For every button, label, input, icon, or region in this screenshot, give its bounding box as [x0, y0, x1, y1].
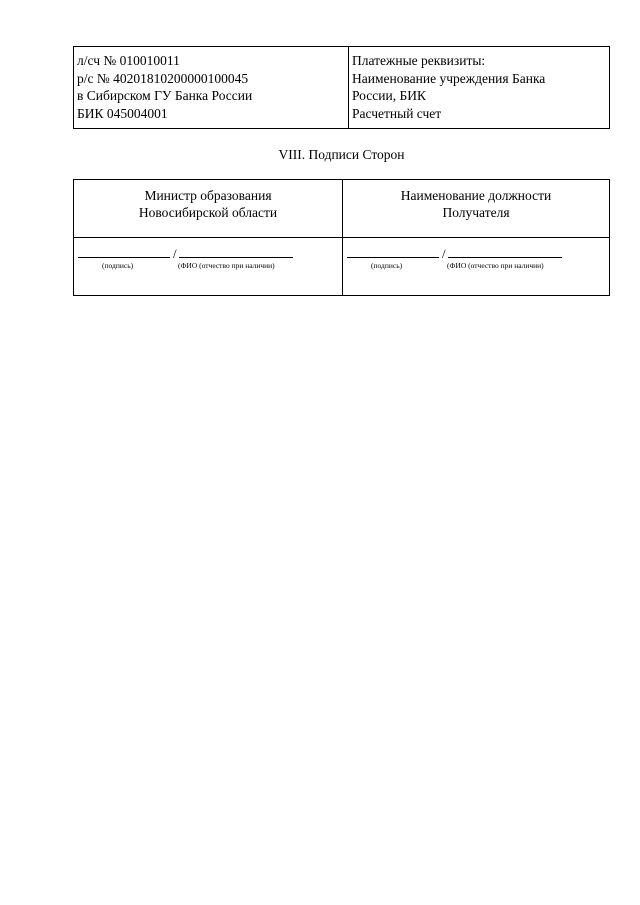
personal-account: л/сч № 010010011 — [77, 53, 180, 68]
ministry-requisites-cell — [74, 47, 349, 129]
party-left-signature-caption: (подпись) — [102, 261, 134, 270]
party-right-signature-blank — [347, 245, 439, 258]
separator-slash: / — [442, 246, 446, 261]
payment-requisites-table — [73, 46, 610, 129]
party-left-title-line-1: Министр образования — [144, 188, 272, 203]
party-right-signature-line — [347, 245, 562, 261]
signatures-table — [73, 179, 610, 296]
party-right-title-line-1: Наименование должности — [400, 188, 552, 203]
party-left-title-cell — [74, 180, 343, 238]
parties-row — [74, 180, 610, 238]
party-right-title-cell — [343, 180, 610, 238]
party-right-fio-caption: (ФИО (отчество при наличии) — [447, 261, 544, 270]
party-right-fio-blank — [448, 245, 562, 258]
account-label: Расчетный счет — [352, 105, 442, 121]
recipient-requisites-cell — [349, 47, 610, 129]
party-left-signature-blank — [78, 245, 170, 258]
party-left-fio-caption: (ФИО (отчество при наличии) — [178, 261, 275, 270]
party-left-title-line-2: Новосибирской области — [138, 205, 278, 220]
section-title: VIII. Подписи Сторон — [278, 147, 405, 162]
party-left-fio-blank — [179, 245, 293, 258]
party-right-signature-cell — [343, 238, 610, 296]
bik-code: БИК 045004001 — [77, 105, 168, 121]
settlement-account: р/с № 40201810200000100045 — [77, 70, 249, 86]
party-left-signature-cell — [74, 238, 343, 296]
payment-details-label: Платежные реквизиты: — [352, 53, 486, 68]
bank-name: в Сибирском ГУ Банка России — [77, 88, 253, 103]
bank-bik-label: России, БИК — [352, 88, 426, 103]
signature-row — [74, 238, 610, 296]
party-right-signature-caption: (подпись) — [371, 261, 403, 270]
requisites-row — [74, 47, 610, 129]
separator-slash: / — [173, 246, 177, 261]
party-right-title-line-2: Получателя — [442, 205, 510, 220]
party-left-signature-line — [78, 245, 293, 261]
bank-institution-label: Наименование учреждения Банка — [352, 70, 546, 86]
